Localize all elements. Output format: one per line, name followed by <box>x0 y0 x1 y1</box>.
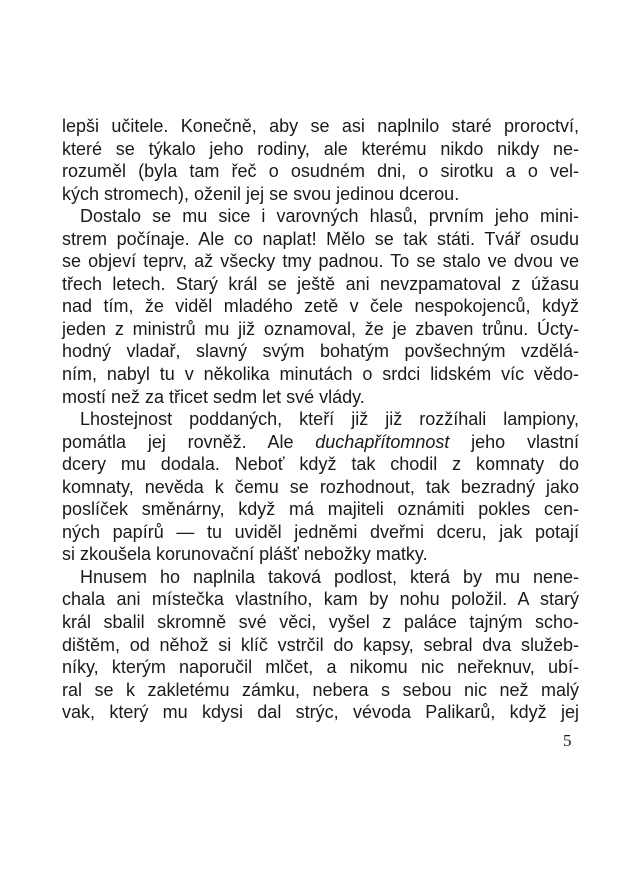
text-line: dištěm, od něhož si klíč vstrčil do kapsy, sebral dva služeb- <box>62 634 579 655</box>
italic-text: duchapřítomnost <box>315 431 450 452</box>
paragraph <box>62 566 579 724</box>
text-line: lepši učitele. Konečně, aby se asi naplnilo staré proroctví, <box>62 116 579 136</box>
text-line: kých stromech), oženil jej se svou jedinou dcerou. <box>62 183 460 204</box>
text-line: si zkoušela korunovační plášť nebožky matky. <box>62 544 428 565</box>
text-line: se objeví teprv, až všecky tmy padnou. To se stalo ve dvou ve <box>62 251 579 272</box>
text-segment: jeho vlastní <box>449 431 579 452</box>
text-line: strem počínaje. Ale co naplat! Mělo se tak státi. Tvář osudu <box>62 228 579 249</box>
paragraph <box>62 115 579 205</box>
text-line: jeden z ministrů mu již oznamoval, že je zbaven trůnu. Úcty- <box>62 318 579 339</box>
book-page-text <box>62 115 579 724</box>
text-line: rozuměl (byla tam řeč o osudném dni, o sirotku a o vel- <box>62 161 579 182</box>
text-segment: pomátla jej rovněž. Ale <box>62 431 316 452</box>
text-line <box>62 431 579 454</box>
text-line: níky, kterým naporučil mlčet, a nikomu nic neřeknuv, ubí- <box>62 657 579 678</box>
text-line: dcery mu dodala. Neboť když tak chodil z komnaty do <box>62 454 579 475</box>
text-line: které se týkalo jeho rodiny, ale kterému nikdo nikdy ne- <box>62 138 579 159</box>
text-line: vak, který mu kdysi dal strýc, vévoda Palikarů, když jej <box>62 702 579 723</box>
paragraph <box>62 205 579 408</box>
text-line: král sbalil skromně své věci, vyšel z paláce tajným scho- <box>62 612 579 633</box>
text-line: hodný vladař, slavný svým bohatým povšechným vzdělá- <box>62 341 579 362</box>
page-number: 5 <box>563 731 572 750</box>
text-line: ral se k zakletému zámku, nebera s sebou nic než malý <box>62 679 579 700</box>
text-line: ných papírů — tu uviděl jedněmi dveřmi dceru, jak potají <box>62 521 579 542</box>
text-line: komnaty, nevěda k čemu se rozhodnout, tak bezradný jako <box>62 476 579 497</box>
text-line: Hnusem ho naplnila taková podlost, která by mu nene- <box>80 566 579 587</box>
text-line: chala ani místečka vlastního, kam by nohu položil. A starý <box>62 589 579 610</box>
text-line: poslíček směnárny, když má majiteli oznámiti pokles cen- <box>62 499 579 520</box>
paragraph <box>62 408 579 566</box>
text-line: ním, nabyl tu v několika minutách o srdci lidském víc vědo- <box>62 364 579 385</box>
text-line: nad tím, že viděl mladého zetě v čele nespokojenců, když <box>62 296 579 317</box>
text-line: Lhostejnost poddaných, kteří již již rozžíhali lampiony, <box>80 409 579 430</box>
text-line: třech letech. Starý král se ještě ani nevzpamatoval z úžasu <box>62 273 579 294</box>
text-line: mostí než za třicet sedm let své vlády. <box>62 386 365 407</box>
text-line: Dostalo se mu sice i varovných hlasů, prvním jeho mini- <box>80 206 579 227</box>
